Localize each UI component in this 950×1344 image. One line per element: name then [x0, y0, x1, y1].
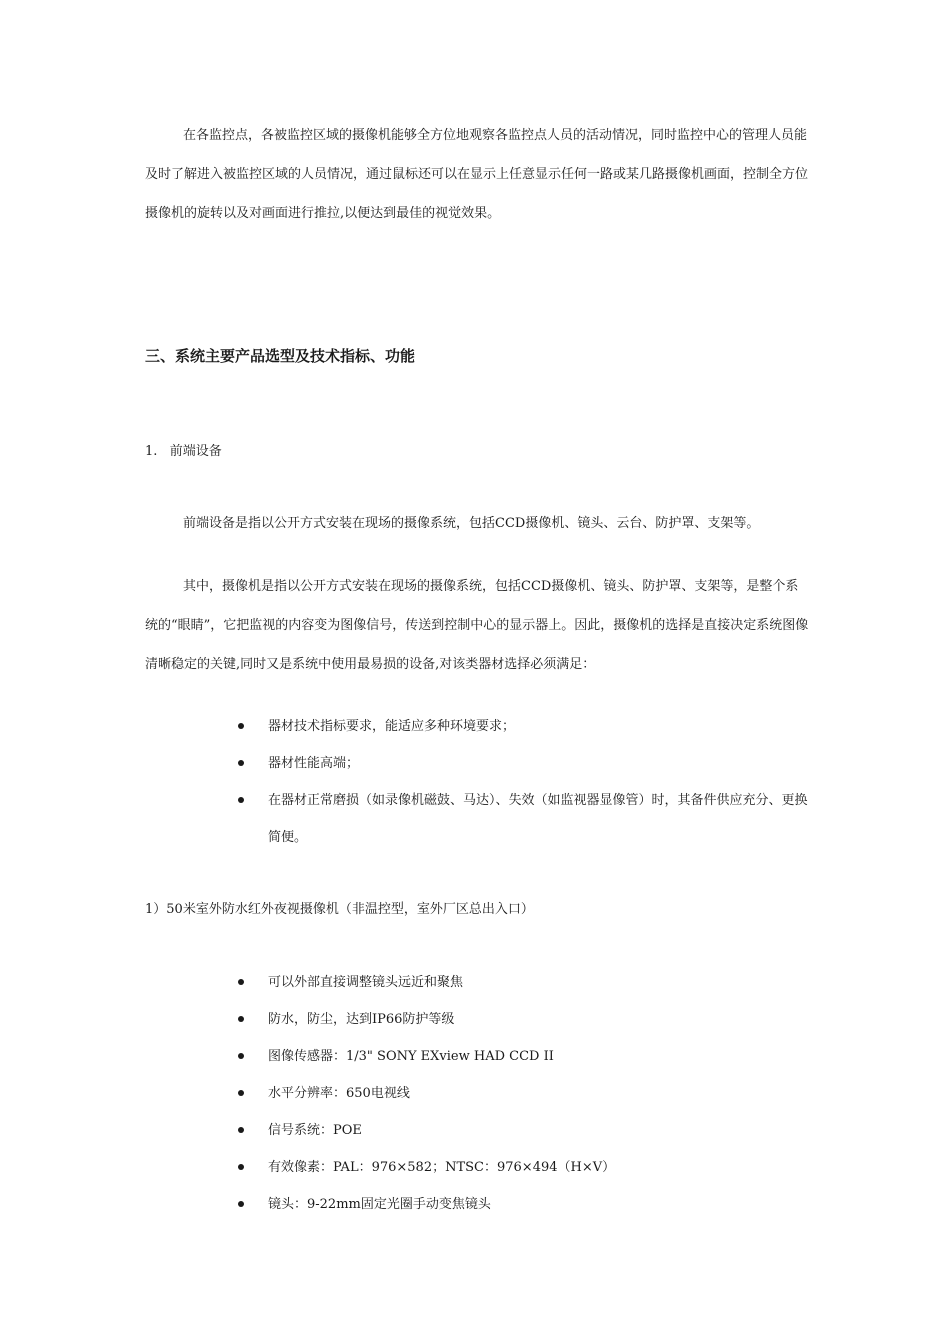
bullet-icon: [238, 1127, 244, 1133]
bullet-icon: [238, 723, 244, 729]
list-item: [238, 1075, 810, 1112]
subsection-title: 1. 前端设备: [145, 444, 222, 459]
list-item: [238, 1038, 810, 1075]
camera-specs-list: [238, 964, 810, 1223]
bullet-icon: [238, 1201, 244, 1207]
bullet-icon: [238, 1016, 244, 1022]
list-item: [238, 745, 810, 782]
list-item-text: 防水，防尘，达到IP66防护等级: [268, 1012, 455, 1027]
list-item: [238, 964, 810, 1001]
camera-paragraph: 其中，摄像机是指以公开方式安装在现场的摄像系统，包括CCD摄像机、镜头、防护罩、支架等，是整个系统的“眼睛”，它把监视的内容变为图像信号，传送到控制中心的显示器上。因此，摄像机的选择是直接决定系统图像清晰稳定的关键,同时又是系统中使用最易损的设备,对该类器材选择必须满足：: [145, 579, 809, 672]
section-title: 三、系统主要产品选型及技术指标、功能: [145, 347, 416, 365]
front-end-paragraph: 前端设备是指以公开方式安装在现场的摄像系统，包括CCD摄像机、镜头、云台、防护罩、支架等。: [183, 516, 760, 531]
list-item-text: 在器材正常磨损（如录像机磁鼓、马达）、失效（如监视器显像管）时，其备件供应充分、更换简便。: [268, 793, 808, 845]
intro-paragraph: 在各监控点，各被监控区域的摄像机能够全方位地观察各监控点人员的活动情况，同时监控中心的管理人员能及时了解进入被监控区域的人员情况，通过鼠标还可以在显示上任意显示任何一路或某几路摄像机画面，控制全方位摄像机的旋转以及对画面进行推拉,以便达到最佳的视觉效果。: [145, 128, 809, 221]
bullet-icon: [238, 1053, 244, 1059]
list-item: [238, 1112, 810, 1149]
bullet-icon: [238, 797, 244, 803]
list-item: [238, 708, 810, 745]
camera-title: 1）50米室外防水红外夜视摄像机（非温控型，室外厂区总出入口）: [145, 902, 534, 917]
list-item: [238, 782, 810, 856]
list-item: [238, 1001, 810, 1038]
list-item-text: 镜头：9-22mm固定光圈手动变焦镜头: [268, 1197, 491, 1212]
list-item: [238, 1149, 810, 1186]
list-item-text: 有效像素：PAL：976×582；NTSC：976×494（H×V）: [268, 1160, 616, 1175]
bullet-icon: [238, 760, 244, 766]
list-item-text: 信号系统：POE: [268, 1123, 362, 1138]
list-item-text: 器材技术指标要求，能适应多种环境要求；: [268, 719, 516, 734]
bullet-icon: [238, 979, 244, 985]
bullet-icon: [238, 1090, 244, 1096]
list-item-text: 水平分辨率：650电视线: [268, 1086, 410, 1101]
list-item-text: 图像传感器：1/3" SONY EXview HAD CCD II: [268, 1049, 554, 1064]
requirements-list: [238, 708, 810, 856]
list-item-text: 可以外部直接调整镜头远近和聚焦: [268, 975, 464, 990]
list-item-text: 器材性能高端；: [268, 756, 360, 771]
list-item: [238, 1186, 810, 1223]
bullet-icon: [238, 1164, 244, 1170]
